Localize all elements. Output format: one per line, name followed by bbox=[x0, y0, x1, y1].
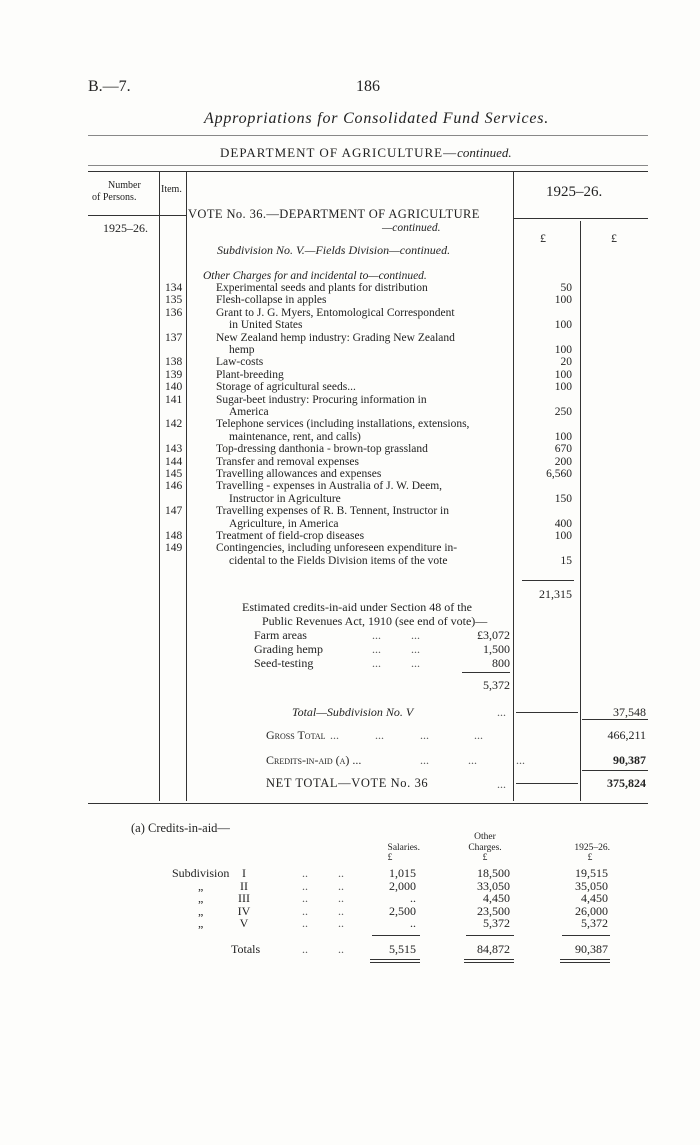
footnote-totals-dots: .. .. bbox=[302, 942, 344, 956]
footnote-col-year: 1925–26. bbox=[574, 843, 610, 853]
net-total-rule bbox=[516, 783, 578, 784]
footnote-row-salaries: 1,015 bbox=[389, 866, 416, 880]
item-row bbox=[0, 456, 700, 469]
item-amount: 150 bbox=[554, 492, 572, 505]
footnote-double-rule-year-2 bbox=[560, 962, 610, 963]
report-reference: B.—7. bbox=[88, 78, 131, 95]
footnote-totals-year: 90,387 bbox=[575, 942, 608, 956]
table-top-rule bbox=[88, 171, 648, 172]
pound-sign-col1: £ bbox=[540, 231, 546, 245]
credits-total-rule bbox=[462, 672, 510, 673]
item-description: Experimental seeds and plants for distribution bbox=[216, 282, 428, 294]
item-description: Travelling allowances and expenses bbox=[216, 468, 382, 480]
item-number: 148 bbox=[165, 530, 183, 542]
subtotal-amount: 21,315 bbox=[539, 587, 572, 601]
item-number: 137 bbox=[165, 331, 183, 344]
credits-row-label: Seed-testing bbox=[254, 656, 314, 670]
footnote-col-other-2: Charges. bbox=[468, 843, 502, 853]
footnote-pound-salaries: £ bbox=[387, 853, 393, 863]
item-amount: 100 bbox=[554, 343, 572, 356]
title-rule bbox=[88, 135, 648, 136]
vote-continued: —continued. bbox=[382, 222, 441, 234]
credits-row-label: Grading hemp bbox=[254, 642, 323, 656]
item-number: 145 bbox=[165, 468, 183, 480]
footnote-row-other: 18,500 bbox=[477, 866, 510, 880]
item-description: Plant-breeding bbox=[216, 368, 284, 381]
footnote-row-prefix: „ bbox=[198, 916, 204, 930]
footnote-row-total: 35,050 bbox=[575, 878, 608, 893]
pound-sign-col2: £ bbox=[611, 231, 617, 245]
item-row bbox=[0, 530, 700, 543]
department-name: DEPARTMENT OF AGRICULTURE— bbox=[220, 145, 458, 160]
footnote-row-dots: .. .. bbox=[302, 903, 344, 918]
item-amount: 100 bbox=[554, 368, 572, 381]
footnote-row-prefix: Subdivision bbox=[172, 866, 230, 880]
table-bottom-rule bbox=[88, 803, 648, 804]
footnote-row-other: 23,500 bbox=[477, 903, 510, 918]
item-number: 135 bbox=[165, 294, 183, 307]
footnote-row-dots: .. .. bbox=[302, 916, 344, 930]
item-number: 138 bbox=[165, 356, 183, 369]
item-row bbox=[0, 443, 700, 456]
item-number: 147 bbox=[165, 505, 183, 518]
footnote-row-roman: V bbox=[239, 916, 249, 930]
item-amount: 15 bbox=[560, 554, 572, 567]
persons-year: 1925–26. bbox=[103, 221, 148, 235]
col-header-persons-1: Number bbox=[108, 180, 141, 191]
item-number: 140 bbox=[165, 381, 183, 394]
footnote-rule-other bbox=[466, 935, 514, 936]
item-description: in United States bbox=[229, 319, 303, 332]
item-description: Top-dressing danthonia - brown-top grassland bbox=[216, 443, 428, 456]
page-title: Appropriations for Consolidated Fund Services. bbox=[204, 110, 550, 127]
item-description: Travelling expenses of R. B. Tennent, Instructor in bbox=[216, 505, 449, 518]
net-total-label: NET TOTAL—VOTE No. 36 bbox=[266, 776, 429, 790]
item-number: 141 bbox=[165, 393, 183, 406]
item-amount: 6,560 bbox=[546, 468, 572, 480]
item-description: Treatment of field-crop diseases bbox=[216, 530, 365, 542]
item-row bbox=[0, 282, 700, 295]
footnote-double-rule-salaries-2 bbox=[370, 962, 420, 963]
footnote-row-roman: II bbox=[240, 878, 248, 893]
item-description: Sugar-beet industry: Procuring information in bbox=[216, 393, 427, 406]
item-row bbox=[0, 542, 700, 567]
credits-row-amount: 800 bbox=[492, 656, 510, 670]
net-total-dots: ... bbox=[497, 777, 506, 791]
footnote-totals-salaries: 5,515 bbox=[389, 942, 416, 956]
item-number: 146 bbox=[165, 480, 183, 493]
item-row bbox=[0, 381, 700, 394]
item-number: 142 bbox=[165, 418, 183, 431]
item-amount: 100 bbox=[554, 319, 572, 332]
item-description: Telephone services (including installations, extensions, bbox=[216, 418, 470, 431]
item-description: New Zealand hemp industry: Grading New Zealand bbox=[216, 331, 455, 344]
item-description: Agriculture, in America bbox=[229, 517, 339, 530]
header-rule-year bbox=[513, 218, 648, 219]
footnote-col-salaries: Salaries. bbox=[387, 843, 420, 853]
item-row bbox=[0, 306, 700, 332]
footnote-totals-label: Totals bbox=[231, 942, 261, 956]
item-number: 143 bbox=[165, 443, 183, 456]
item-number: 139 bbox=[165, 368, 183, 381]
footnote-row-total: 4,450 bbox=[581, 891, 608, 905]
item-number: 134 bbox=[165, 282, 183, 294]
gross-total-dots: ... ... ... ... bbox=[330, 728, 483, 742]
footnote-row-salaries: 2,000 bbox=[389, 878, 416, 893]
vote-title: VOTE No. 36.—DEPARTMENT OF AGRICULTURE bbox=[188, 207, 480, 221]
footnote-row-other: 33,050 bbox=[477, 878, 510, 893]
item-number: 144 bbox=[165, 455, 183, 468]
credits-heading-1: Estimated credits-in-aid under Section 48 of the bbox=[242, 600, 472, 614]
footnote-row-prefix: „ bbox=[198, 891, 204, 905]
footnote-totals-other: 84,872 bbox=[477, 942, 510, 956]
subdivision-heading: Subdivision No. V.—Fields Division—continued. bbox=[217, 243, 451, 257]
footnote-row-other: 4,450 bbox=[483, 891, 510, 905]
footnote-row-dots: .. .. bbox=[302, 891, 344, 905]
header-rule-persons bbox=[88, 215, 186, 216]
net-top-rule bbox=[582, 770, 648, 771]
footnote-pound-year: £ bbox=[587, 853, 593, 863]
credits-row-dots: ... ... bbox=[372, 642, 420, 656]
item-amount: 100 bbox=[554, 294, 572, 307]
footnote-row-total: 5,372 bbox=[581, 916, 608, 930]
item-amount: 20 bbox=[560, 356, 572, 369]
subtotal-rule bbox=[522, 580, 574, 581]
item-description: Law-costs bbox=[216, 356, 264, 369]
item-description: Transfer and removal expenses bbox=[216, 455, 359, 468]
gross-total-amount: 466,211 bbox=[607, 728, 646, 742]
footnote-row-prefix: „ bbox=[198, 878, 204, 893]
item-amount: 250 bbox=[554, 405, 572, 418]
item-amount: 100 bbox=[554, 430, 572, 443]
credits-row-amount: 1,500 bbox=[483, 642, 510, 656]
footnote-double-rule-salaries-1 bbox=[370, 959, 420, 960]
footnote-row-other: 5,372 bbox=[483, 916, 510, 930]
department-heading bbox=[220, 145, 512, 161]
item-row bbox=[0, 480, 700, 505]
col-header-year: 1925–26. bbox=[546, 184, 603, 200]
credits-row-amount: £3,072 bbox=[477, 628, 510, 642]
item-amount: 100 bbox=[554, 381, 572, 394]
footnote-double-rule-other-1 bbox=[464, 959, 514, 960]
footnote-rule-year bbox=[562, 935, 610, 936]
item-amount: 100 bbox=[554, 530, 572, 542]
footnote-row-dots: .. .. bbox=[302, 866, 344, 880]
item-row bbox=[0, 369, 700, 382]
footnote-row-total: 26,000 bbox=[575, 903, 608, 918]
footnote-row-roman: III bbox=[238, 891, 250, 905]
credits-row-dots: ... ... bbox=[372, 628, 420, 642]
credits-in-aid-label: Credits-in-aid (a) ... bbox=[266, 753, 362, 767]
subdivision-total-rule bbox=[516, 712, 578, 713]
footnote-row-total: 19,515 bbox=[575, 866, 608, 880]
item-row bbox=[0, 393, 700, 418]
gross-total-label: Gross Total bbox=[266, 728, 326, 742]
footnote-col-other-1: Other bbox=[474, 832, 496, 842]
item-description: Travelling - expenses in Australia of J. W. Deem, bbox=[216, 480, 443, 493]
subdivision-total-amount: 37,548 bbox=[613, 705, 646, 719]
item-amount: 400 bbox=[554, 517, 572, 530]
footnote-heading: (a) Credits-in-aid— bbox=[131, 821, 230, 835]
footnote-double-rule-other-2 bbox=[464, 962, 514, 963]
page-number: 186 bbox=[356, 78, 380, 95]
item-amount: 670 bbox=[554, 443, 572, 456]
footnote-row-salaries: .. bbox=[410, 891, 416, 905]
item-description: Flesh-collapse in apples bbox=[216, 294, 327, 307]
department-rule bbox=[88, 165, 648, 166]
item-row bbox=[0, 505, 700, 530]
footnote-row-roman: IV bbox=[237, 903, 251, 918]
footnote-pound-other: £ bbox=[482, 853, 488, 863]
footnote-row-roman: I bbox=[242, 866, 246, 880]
item-description: maintenance, rent, and calls) bbox=[229, 430, 361, 443]
item-row bbox=[0, 418, 700, 443]
credits-row bbox=[254, 642, 323, 657]
item-amount: 50 bbox=[560, 282, 572, 294]
credits-heading-2: Public Revenues Act, 1910 (see end of vote)— bbox=[262, 614, 488, 628]
credits-row-label: Farm areas bbox=[254, 628, 307, 642]
item-row bbox=[0, 468, 700, 481]
credits-row bbox=[254, 656, 313, 671]
footnote-row-salaries: 2,500 bbox=[389, 903, 416, 918]
item-description: Grant to J. G. Myers, Entomological Correspondent bbox=[216, 306, 455, 319]
credits-total: 5,372 bbox=[483, 678, 510, 692]
item-row bbox=[0, 294, 700, 307]
footnote-row-salaries: .. bbox=[410, 916, 416, 930]
item-number: 149 bbox=[165, 542, 183, 555]
department-continued: continued. bbox=[457, 145, 512, 160]
col-header-item: Item. bbox=[161, 184, 182, 195]
credits-row-dots: ... ... bbox=[372, 656, 420, 670]
footnote-row-prefix: „ bbox=[198, 903, 204, 918]
gross-top-rule bbox=[582, 719, 648, 720]
credits-in-aid-dots: ... ... ... bbox=[420, 753, 525, 767]
subdivision-total-dots: ... bbox=[497, 705, 506, 719]
subdivision-total-label: Total—Subdivision No. V bbox=[292, 705, 414, 719]
item-description: hemp bbox=[229, 343, 255, 356]
item-description: cidental to the Fields Division items of the vote bbox=[229, 554, 448, 567]
item-amount: 200 bbox=[554, 455, 572, 468]
item-description: Contingencies, including unforeseen expenditure in- bbox=[216, 542, 458, 555]
col-header-persons-2: of Persons. bbox=[92, 192, 137, 203]
item-number: 136 bbox=[165, 306, 183, 319]
item-row bbox=[0, 331, 700, 356]
footnote-rule-salaries bbox=[372, 935, 420, 936]
other-charges-heading: Other Charges for and incidental to—continued. bbox=[203, 270, 427, 282]
credits-row bbox=[254, 628, 307, 643]
item-description: Storage of agricultural seeds... bbox=[216, 381, 356, 394]
footnote-double-rule-year-1 bbox=[560, 959, 610, 960]
item-description: Instructor in Agriculture bbox=[229, 492, 341, 505]
item-description: America bbox=[229, 405, 269, 418]
net-total-amount: 375,824 bbox=[607, 776, 646, 790]
footnote-row-dots: .. .. bbox=[302, 878, 344, 893]
item-row bbox=[0, 356, 700, 369]
credits-in-aid-amount: 90,387 bbox=[613, 753, 646, 767]
